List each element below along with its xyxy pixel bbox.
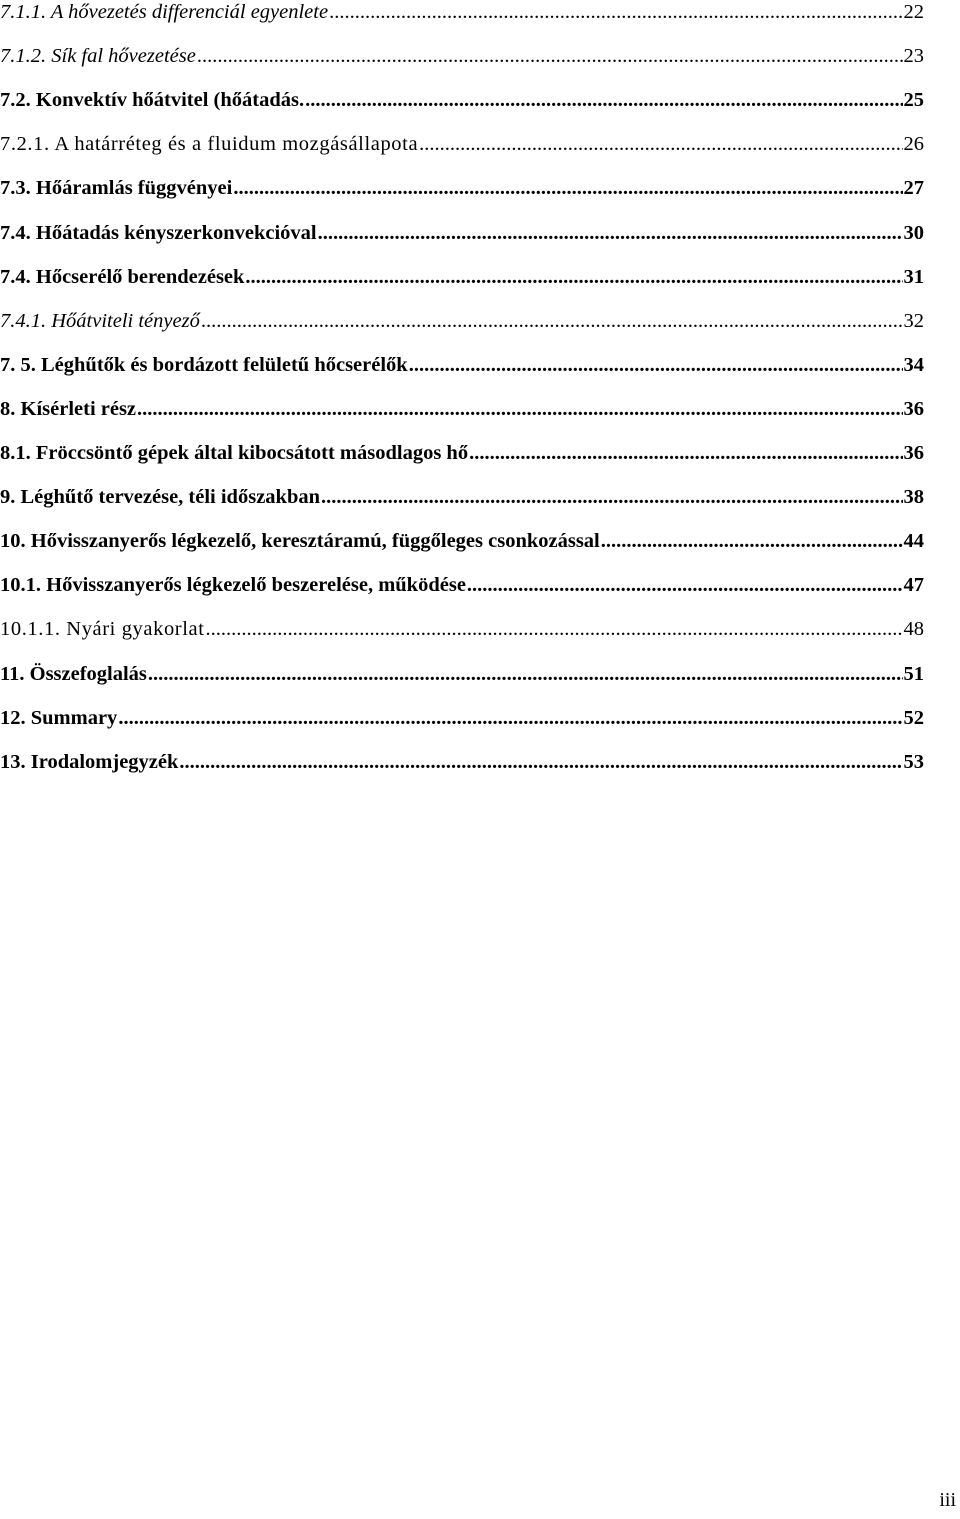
toc-entry-title: 8. Kísérleti rész: [0, 397, 137, 420]
toc-page-number: 23: [903, 45, 924, 68]
toc-page-number: 36: [903, 442, 924, 464]
toc-dot-leader: [137, 394, 902, 424]
toc-entry-title: 8.1. Fröccsöntő gépek által kibocsátott másodlagos hő: [0, 442, 469, 464]
toc-entry[interactable]: [0, 0, 924, 27]
toc-page-number: 52: [903, 706, 924, 729]
toc-entry[interactable]: [0, 394, 924, 424]
toc-page-number: 53: [903, 750, 924, 773]
toc-entry[interactable]: [0, 747, 924, 777]
toc-dot-leader: [329, 0, 902, 27]
toc-page-number: 25: [903, 89, 924, 112]
toc-dot-leader: [321, 482, 903, 512]
toc-page-number: 47: [903, 574, 924, 597]
toc-entry-title: 7.3. Hőáramlás függvényei: [0, 177, 233, 200]
toc-entry-title: 7.4. Hőcserélő berendezések: [0, 265, 245, 288]
toc-page-number: 27: [903, 177, 924, 200]
toc-entry-title: 9. Léghűtő tervezése, téli időszakban: [0, 486, 320, 509]
toc-entry-title: 7.1.2. Sík fal hővezetése: [0, 45, 196, 68]
toc-dot-leader: [179, 747, 902, 777]
toc-page-number: 36: [903, 397, 924, 420]
page-number-footer: iii: [939, 1489, 956, 1511]
toc-entry[interactable]: [0, 129, 924, 159]
toc-entry-title: 12. Summary: [0, 706, 118, 729]
toc-dot-leader: [419, 129, 902, 159]
toc-page-number: 34: [903, 353, 924, 376]
toc-entry[interactable]: [0, 173, 924, 203]
toc-entry-title: 7.4.1. Hőátviteli tényező: [0, 309, 200, 332]
toc-dot-leader: [206, 614, 903, 644]
toc-entry-title: 11. Összefoglalás: [0, 662, 147, 685]
toc-entry[interactable]: [0, 306, 924, 336]
toc-entry-title: 10. Hővisszanyerős légkezelő, keresztáramú, függőleges csonkozással: [0, 530, 600, 553]
toc-dot-leader: [409, 350, 903, 380]
toc-page-number: 44: [903, 530, 924, 553]
toc-dot-leader: [197, 41, 903, 71]
toc-entry[interactable]: [0, 482, 924, 512]
toc-page-number: 32: [903, 309, 924, 332]
toc-dot-leader: [118, 703, 902, 733]
toc-entry-title: 7.1.1. A hővezetés differenciál egyenlete: [0, 1, 329, 23]
toc-entry-title: 7. 5. Léghűtők és bordázott felületű hőcserélők: [0, 353, 408, 376]
toc-page-number: 22: [903, 1, 924, 23]
toc-entry[interactable]: [0, 570, 924, 600]
toc-entry[interactable]: [0, 659, 924, 689]
toc-entry-title: 10.1. Hővisszanyerős légkezelő beszerelése, működése: [0, 574, 466, 597]
toc-page-number: 48: [903, 618, 924, 641]
toc-entry-title: 13. Irodalomjegyzék: [0, 750, 179, 773]
toc-dot-leader: [305, 85, 902, 115]
toc-entry[interactable]: [0, 614, 924, 644]
toc-entry-title: 7.2.1. A határréteg és a fluidum mozgásállapota: [0, 133, 419, 156]
toc-page-number: 38: [903, 486, 924, 509]
toc-entry[interactable]: [0, 85, 924, 115]
toc-page-number: 51: [903, 662, 924, 685]
toc-page-number: 30: [903, 221, 924, 244]
toc-dot-leader: [148, 659, 903, 689]
toc-entry[interactable]: [0, 350, 924, 380]
toc-dot-leader: [233, 173, 902, 203]
toc-dot-leader: [201, 306, 903, 336]
toc-dot-leader: [467, 570, 903, 600]
toc-entry[interactable]: [0, 526, 924, 556]
toc-entry[interactable]: [0, 41, 924, 71]
toc-page-number: 31: [903, 265, 924, 288]
toc-dot-leader: [601, 526, 903, 556]
toc-entry-title: 7.2. Konvektív hőátvitel (hőátadás.: [0, 89, 305, 112]
toc-entry-title: 10.1.1. Nyári gyakorlat: [0, 618, 205, 641]
toc-dot-leader: [245, 262, 902, 292]
toc-entry[interactable]: [0, 703, 924, 733]
toc-dot-leader: [318, 218, 903, 248]
toc-entry[interactable]: [0, 262, 924, 292]
toc-entry[interactable]: [0, 218, 924, 248]
toc-entry[interactable]: [0, 438, 924, 468]
toc-dot-leader: [469, 438, 902, 468]
toc-page-number: 26: [903, 133, 924, 156]
toc-entry-title: 7.4. Hőátadás kényszerkonvekcióval: [0, 221, 317, 244]
